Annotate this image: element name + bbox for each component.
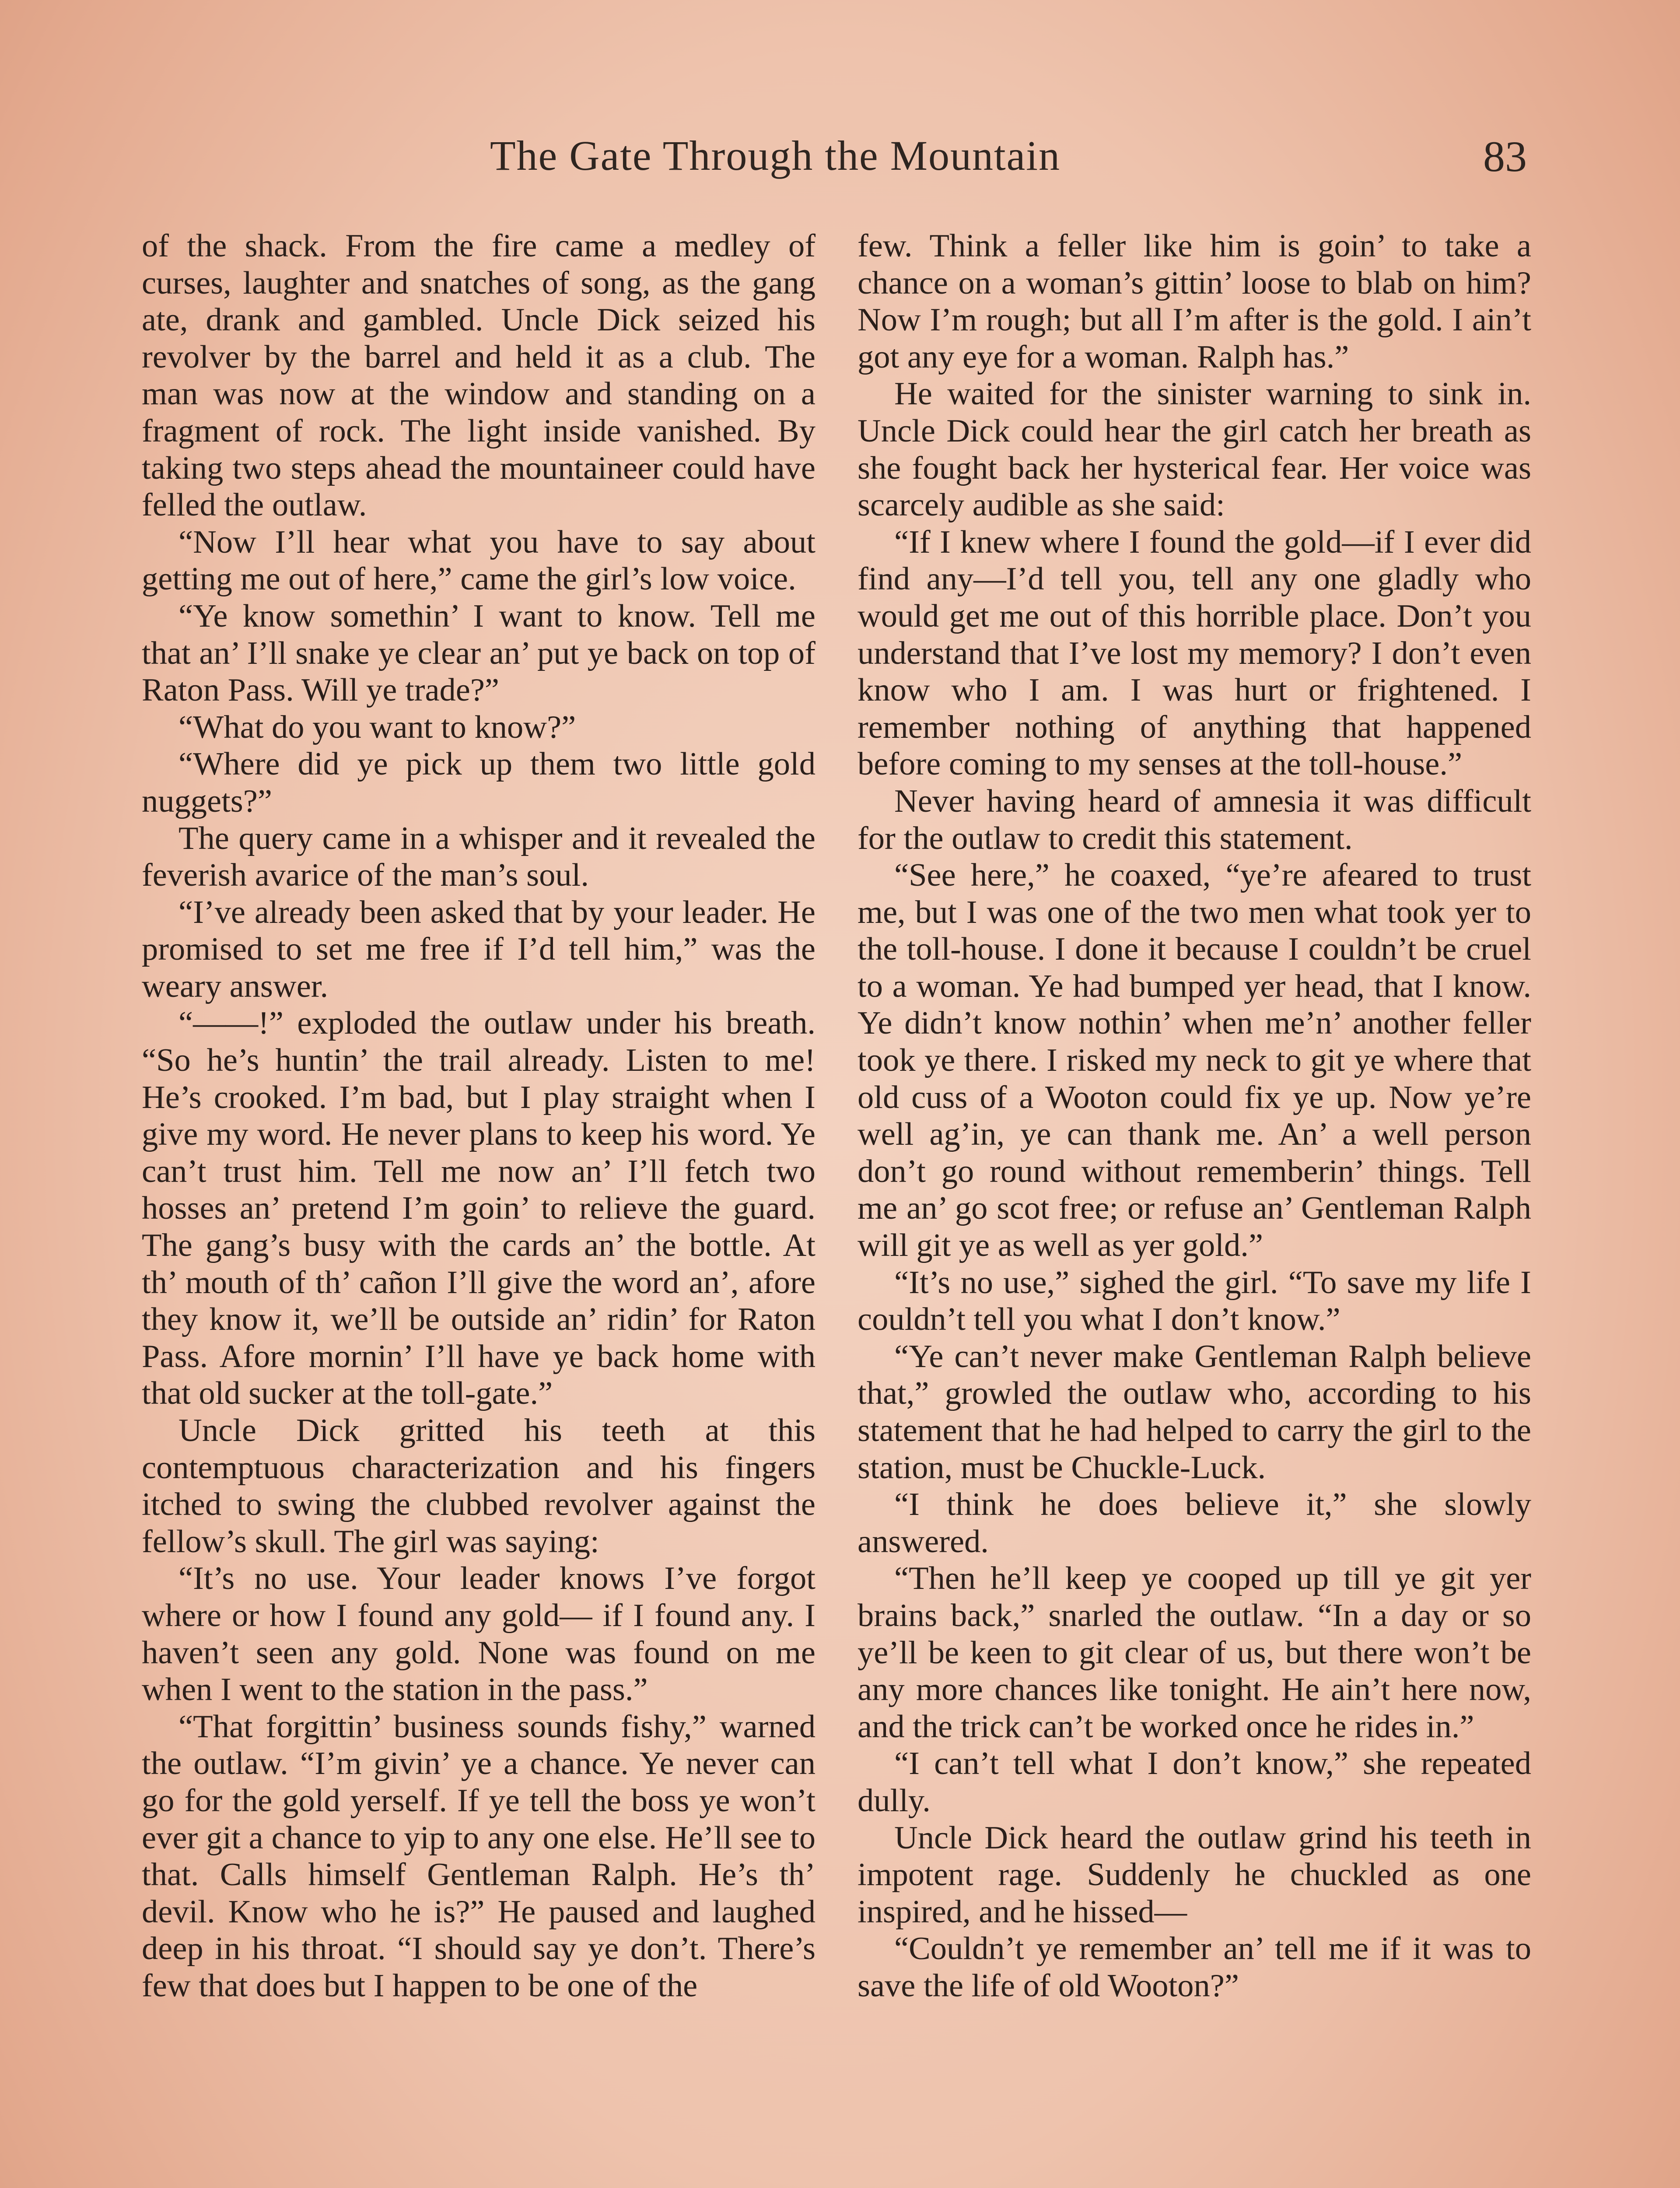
paragraph: “What do you want to know?” [178, 709, 576, 745]
paragraph: He waited for the sinister warning to sink in. Uncle Dick could hear the girl catch her breath as she fought back her hysterical fear. Her voice was scarcely audible as she said: [858, 376, 1531, 523]
paragraph: “——!” exploded the outlaw under his breath. “So he’s huntin’ the trail already. Listen to me! He’s crooked. I’m bad, but I play straight when I give my word. He never plans to keep his word. Ye can’t trust him. Tell me now an’ I’ll fetch two hosses an’ pretend I’m goin’ to relieve the guard. The gang’s busy with the cards an’ the bottle. At th’ mouth of th’ cañon I’ll give the word an’, afore they know it, we’ll be outside an’ ridin’ for Raton Pass. Afore mornin’ I’ll have ye back home with that old sucker at the toll-gate.” [142, 1005, 816, 1412]
page-number: 83 [1483, 132, 1527, 181]
paragraph: “I think he does believe it,” she slowly answered. [858, 1487, 1531, 1560]
paragraph: Uncle Dick heard the outlaw grind his teeth in impotent rage. Suddenly he chuckled as one inspired, and he hissed— [858, 1820, 1531, 1930]
paragraph: The query came in a whisper and it revealed the feverish avarice of the man’s soul. [142, 820, 816, 894]
paragraph: “See here,” he coaxed, “ye’re afeared to trust me, but I was one of the two men what took yer to the toll-house. I done it because I couldn’t be cruel to a woman. Ye had bumped yer head, that I know. Ye didn’t know nothin’ when me’n’ another feller took ye there. I risked my neck to git ye where that old cuss of a Wooton could fix ye up. Now ye’re well ag’in, ye can thank me. An’ a well person don’t go round without rememberin’ things. Tell me an’ go scot free; or refuse an’ Gentleman Ralph will git ye as well as yer gold.” [858, 857, 1531, 1264]
paragraph: “If I knew where I found the gold—if I ever did find any—I’d tell you, tell any one gladly who would get me out of this horrible place. Don’t you understand that I’ve lost my memory? I don’t even know who I am. I was hurt or frightened. I remember nothing of anything that happened before coming to my senses at the toll-house.” [858, 524, 1531, 782]
paragraph: “That forgittin’ business sounds fishy,” warned the outlaw. “I’m givin’ ye a chance. Ye never can go for the gold yerself. If ye tell the boss ye won’t ever git a chance to yip to any one else. He’ll see to that. Calls himself Gentleman Ralph. He’s th’ devil. Know who he is?” He paused and laughed deep in his throat. “I should say ye don’t. There’s few that does but I happen to be one of the [142, 1708, 816, 2004]
paragraph: “Where did ye pick up them two little gold nuggets?” [142, 746, 816, 819]
left-column [142, 228, 816, 2005]
right-column [858, 228, 1531, 2005]
paragraph: “It’s no use. Your leader knows I’ve forgot where or how I found any gold— if I found any. I haven’t seen any gold. None was found on me when I went to the station in the pass.” [142, 1560, 816, 1708]
paragraph: “Now I’ll hear what you have to say about getting me out of here,” came the girl’s low voice. [142, 524, 816, 597]
running-head [0, 131, 1680, 193]
paragraph: “I’ve already been asked that by your leader. He promised to set me free if I’d tell him,” was the weary answer. [142, 894, 816, 1004]
paragraph: Never having heard of amnesia it was difficult for the outlaw to credit this statement. [858, 783, 1531, 856]
paragraph: few. Think a feller like him is goin’ to take a chance on a woman’s gittin’ loose to blab on him? Now I’m rough; but all I’m after is the gold. I ain’t got any eye for a woman. Ralph has.” [858, 228, 1531, 375]
paragraph: “Couldn’t ye remember an’ tell me if it was to save the life of old Wooton?” [858, 1931, 1531, 2004]
paragraph: Uncle Dick gritted his teeth at this contemptuous characterization and his fingers itched to swing the clubbed revolver against the fellow’s skull. The girl was saying: [142, 1413, 816, 1560]
running-title: The Gate Through the Mountain [490, 132, 1060, 179]
paragraph: “Then he’ll keep ye cooped up till ye git yer brains back,” snarled the outlaw. “In a day or so ye’ll be keen to git clear of us, but there won’t be any more chances like tonight. He ain’t here now, and the trick can’t be worked once he rides in.” [858, 1560, 1531, 1745]
paragraph: “Ye know somethin’ I want to know. Tell me that an’ I’ll snake ye clear an’ put ye back on top of Raton Pass. Will ye trade?” [142, 598, 816, 708]
paragraph: “Ye can’t never make Gentleman Ralph believe that,” growled the outlaw who, according to his statement that he had helped to carry the girl to the station, must be Chuckle-Luck. [858, 1338, 1531, 1486]
paragraph: of the shack. From the fire came a medley of curses, laughter and snatches of song, as the gang ate, drank and gambled. Uncle Dick seized his revolver by the barrel and held it as a club. The man was now at the window and standing on a fragment of rock. The light inside vanished. By taking two steps ahead the mountaineer could have felled the outlaw. [142, 228, 816, 523]
paragraph: “I can’t tell what I don’t know,” she repeated dully. [858, 1746, 1531, 1819]
paragraph: “It’s no use,” sighed the girl. “To save my life I couldn’t tell you what I don’t know.” [858, 1264, 1531, 1338]
